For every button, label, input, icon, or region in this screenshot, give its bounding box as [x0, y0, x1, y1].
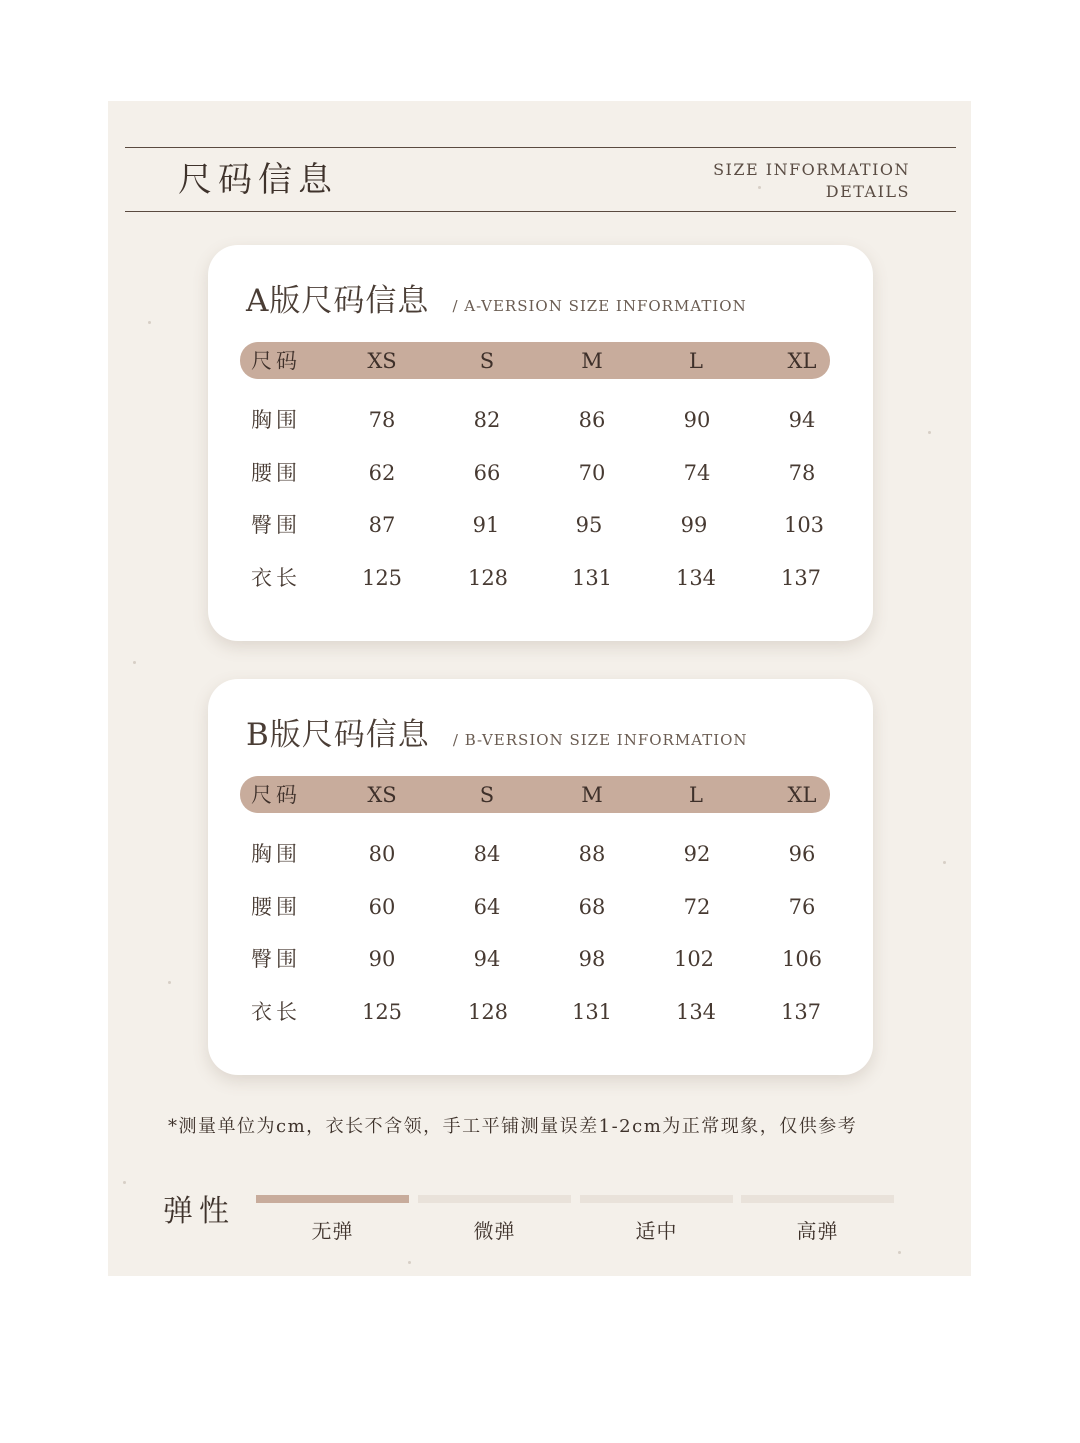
- size-card-a-header-label: 尺码: [251, 349, 301, 373]
- header-rule-top: [125, 147, 956, 148]
- size-card-a-cell: 90: [683, 408, 711, 432]
- size-card-a-col-xs: XS: [367, 349, 397, 373]
- elasticity-bar-1: [256, 1195, 409, 1203]
- size-card-a-cell: 62: [368, 461, 396, 485]
- size-card-a-cell: 86: [578, 408, 606, 432]
- size-card-b-cell: 92: [683, 842, 711, 866]
- page-subtitle: [713, 159, 910, 203]
- size-card-b-row-label: 胸围: [251, 842, 301, 866]
- size-card-a-cell: 87: [368, 513, 396, 537]
- size-card-b-header-label: 尺码: [251, 783, 301, 807]
- size-card-b-row-label: 衣长: [251, 1000, 301, 1024]
- size-card-b-cell: 128: [467, 1000, 509, 1024]
- size-card-b-title: B版尺码信息: [246, 717, 430, 753]
- size-card-b-cell: 106: [781, 947, 823, 971]
- size-card-a-cell: 99: [680, 513, 708, 537]
- size-card-a-col-l: L: [689, 349, 703, 373]
- elasticity-bar-3: [580, 1195, 733, 1203]
- size-card-a-cell: 134: [675, 566, 717, 590]
- texture-speck: [898, 1251, 901, 1254]
- size-card-b-cell: 60: [368, 895, 396, 919]
- size-card-a-cell: 128: [467, 566, 509, 590]
- size-card-b-row-label: 臀围: [251, 947, 301, 971]
- size-card-b-cell: 80: [368, 842, 396, 866]
- texture-speck: [408, 1261, 411, 1264]
- size-card-a-cell: 125: [361, 566, 403, 590]
- size-card-b-cell: 72: [683, 895, 711, 919]
- size-card-b-cell: 84: [473, 842, 501, 866]
- header-rule-bottom: [125, 211, 956, 212]
- measurement-note: *测量单位为cm，衣长不含领，手工平铺测量误差1-2cm为正常现象，仅供参考: [168, 1116, 858, 1137]
- size-card-b-cell: 137: [780, 1000, 822, 1024]
- texture-speck: [148, 321, 151, 324]
- size-card-a-row-label: 腰围: [251, 461, 301, 485]
- size-card-a-cell: 70: [578, 461, 606, 485]
- size-card-a-row-label: 胸围: [251, 408, 301, 432]
- size-card-a-subtitle: / A-VERSION SIZE INFORMATION: [452, 297, 747, 315]
- texture-speck: [928, 431, 931, 434]
- size-card-b-cell: 94: [473, 947, 501, 971]
- size-card-a-cell: 66: [473, 461, 501, 485]
- size-card-a-row-label: 臀围: [251, 513, 301, 537]
- size-card-a-cell: 82: [473, 408, 501, 432]
- size-card-a-cell: 74: [683, 461, 711, 485]
- size-card-a-cell: 78: [368, 408, 396, 432]
- size-card-a: [208, 245, 873, 641]
- texture-speck: [123, 1181, 126, 1184]
- size-card-b-subtitle: / B-VERSION SIZE INFORMATION: [452, 731, 748, 749]
- size-card-a-col-m: M: [581, 349, 603, 373]
- size-card-b-cell: 131: [571, 1000, 613, 1024]
- size-card-b-cell: 64: [473, 895, 501, 919]
- size-card-a-cell: 95: [575, 513, 603, 537]
- size-card-a-cell: 137: [780, 566, 822, 590]
- elasticity-level-label: 无弹: [311, 1219, 354, 1243]
- size-card-b-cell: 134: [675, 1000, 717, 1024]
- elasticity-bar-2: [418, 1195, 571, 1203]
- elasticity-level-label: 高弹: [796, 1219, 839, 1243]
- size-card-a-cell: 131: [571, 566, 613, 590]
- size-card-a-cell: 91: [472, 513, 500, 537]
- elasticity-label: 弹性: [163, 1194, 235, 1229]
- page-subtitle-line2: DETAILS: [825, 182, 910, 201]
- texture-speck: [168, 981, 171, 984]
- elasticity-bar-4: [741, 1195, 894, 1203]
- size-card-b-cell: 76: [788, 895, 816, 919]
- size-card-b-cell: 68: [578, 895, 606, 919]
- size-card-b-row-label: 腰围: [251, 895, 301, 919]
- size-card-b-cell: 102: [673, 947, 715, 971]
- size-card-b-cell: 88: [578, 842, 606, 866]
- page-subtitle-line1: SIZE INFORMATION: [713, 160, 910, 179]
- page-title: 尺码信息: [178, 160, 338, 200]
- elasticity-level-label: 微弹: [473, 1219, 516, 1243]
- size-card-a-cell: 94: [788, 408, 816, 432]
- elasticity-level-label: 适中: [635, 1219, 678, 1243]
- size-card-a-col-s: S: [479, 349, 495, 373]
- size-card-b-col-xs: XS: [367, 783, 397, 807]
- size-card-b: [208, 679, 873, 1075]
- size-card-a-col-xl: XL: [787, 349, 817, 373]
- size-card-b-col-xl: XL: [787, 783, 817, 807]
- size-card-a-row-label: 衣长: [251, 566, 301, 590]
- size-card-b-col-m: M: [581, 783, 603, 807]
- size-info-poster: [108, 101, 971, 1276]
- size-card-a-cell: 103: [783, 513, 825, 537]
- texture-speck: [133, 661, 136, 664]
- size-card-b-heading: [246, 709, 748, 753]
- size-card-b-cell: 96: [788, 842, 816, 866]
- size-card-a-title: A版尺码信息: [246, 283, 430, 319]
- size-card-b-cell: 90: [368, 947, 396, 971]
- texture-speck: [943, 861, 946, 864]
- size-card-b-col-s: S: [479, 783, 495, 807]
- size-card-b-cell: 98: [578, 947, 606, 971]
- size-card-b-cell: 125: [361, 1000, 403, 1024]
- size-card-b-col-l: L: [689, 783, 703, 807]
- size-card-a-heading: [246, 275, 747, 319]
- size-card-a-cell: 78: [788, 461, 816, 485]
